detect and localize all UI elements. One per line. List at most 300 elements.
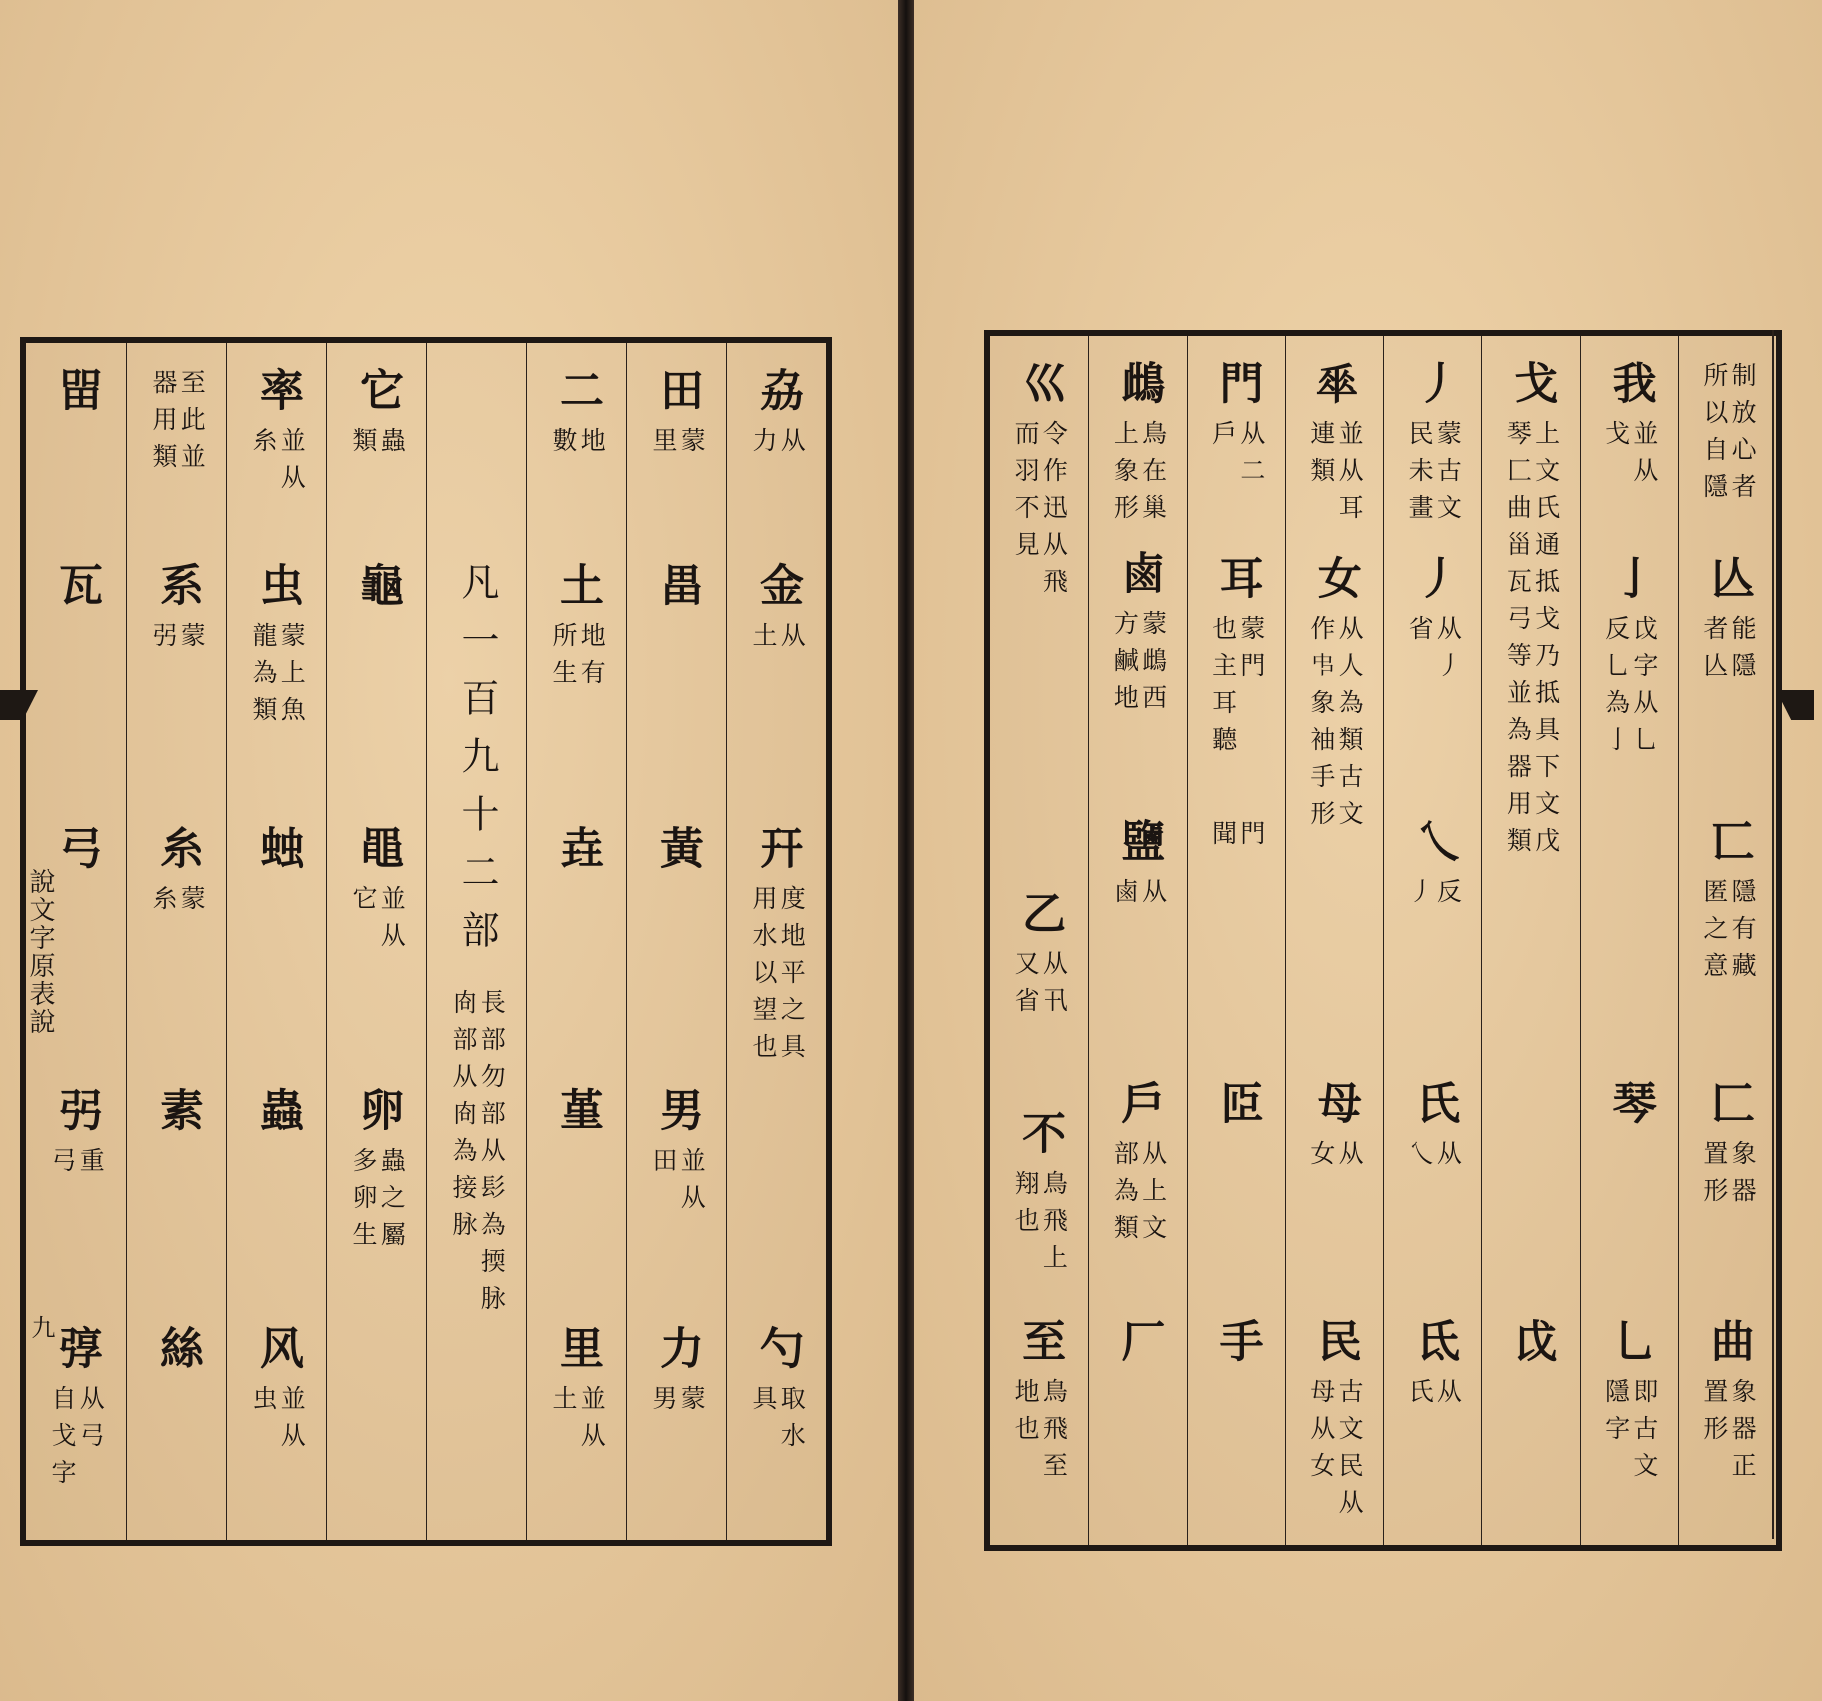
glyph-entry [990, 360, 1088, 605]
annotation-line: 並从 [677, 1147, 707, 1221]
glyph-entry [627, 1087, 727, 1221]
annotation-line: 蒙 [177, 622, 207, 659]
annotation [150, 622, 205, 659]
annotation [350, 1147, 405, 1258]
glyph-entry [527, 1087, 627, 1145]
glyph-entry [1286, 555, 1384, 837]
annotation [1701, 1140, 1756, 1214]
glyph-entry [127, 1325, 227, 1383]
head-character: 乀 [1408, 818, 1460, 876]
head-character: 亅 [1604, 555, 1656, 613]
annotation-line: 里 [649, 427, 678, 464]
annotation-line: 从二 [1236, 420, 1266, 494]
annotation-line: 地 [577, 427, 607, 464]
head-character: 畕 [652, 562, 703, 620]
head-character: 男 [652, 1087, 703, 1145]
annotation [1308, 1140, 1363, 1177]
head-character: 土 [552, 562, 603, 620]
annotation-line: 令作迅从飛 [1039, 420, 1069, 605]
head-character: 戶 [1113, 1080, 1165, 1138]
head-character: 厂 [1113, 1318, 1165, 1376]
annotation-line: 从 [1433, 1378, 1463, 1415]
head-character: 虫 [252, 562, 303, 620]
annotation [550, 427, 605, 464]
head-character: 乚 [1604, 1318, 1656, 1376]
head-character: 氏 [1408, 1080, 1460, 1138]
annotation [1111, 878, 1166, 915]
text-column [226, 343, 327, 1540]
glyph-entry [727, 367, 827, 464]
head-character: 金 [752, 562, 803, 620]
annotation-line: 鳥飛上 [1039, 1170, 1069, 1281]
annotation-line: 戈 [1601, 420, 1631, 457]
glyph-entry [627, 367, 727, 464]
annotation [550, 1385, 605, 1459]
annotation-line: 取水 [777, 1385, 807, 1459]
annotation-line: 龍為類 [249, 622, 278, 733]
annotation-line: 反 [1433, 878, 1463, 915]
text-column [726, 343, 827, 1540]
head-character: 亾 [1702, 555, 1754, 613]
annotation [1111, 610, 1166, 721]
head-character: 至 [1014, 1318, 1066, 1376]
glyph-entry [227, 562, 327, 733]
annotation [1406, 1140, 1461, 1177]
annotation-line: 从人為類古文 [1335, 615, 1365, 837]
glyph-entry [327, 825, 427, 959]
annotation [750, 622, 805, 659]
head-character: 鹵 [1113, 550, 1165, 608]
glyph-entry [1188, 555, 1286, 763]
glyph-entry [1581, 360, 1679, 494]
annotation [450, 989, 505, 1322]
right-frame-edge [1772, 330, 1780, 1539]
annotation [1406, 420, 1461, 531]
annotation-line: 从 [777, 622, 807, 659]
annotation-line: 男 [649, 1385, 678, 1422]
head-character: 黽 [352, 825, 403, 883]
annotation-line: 母从女 [1306, 1378, 1336, 1489]
text-column [526, 343, 627, 1540]
annotation [49, 1147, 104, 1184]
annotation-line: 蒙上魚 [277, 622, 307, 733]
head-character: 系 [152, 562, 203, 620]
annotation-line: 从弓 [76, 1385, 106, 1459]
annotation-line: 土 [749, 622, 778, 659]
annotation-line: 作𠁧象袖手形 [1306, 615, 1336, 837]
glyph-entry [1384, 818, 1482, 915]
annotation [1012, 950, 1067, 1024]
head-character: 匚 [1702, 1080, 1754, 1138]
glyph-entry [1581, 1080, 1679, 1138]
annotation-line: 重 [76, 1147, 106, 1184]
annotation [1308, 1378, 1363, 1526]
text-column [1088, 336, 1187, 1545]
head-character: 龜 [352, 562, 403, 620]
glyph-entry [1089, 360, 1187, 531]
annotation-line: 所生 [549, 622, 578, 696]
glyph-entry [1384, 1318, 1482, 1415]
text-column [1678, 336, 1777, 1545]
annotation-line: 戶 [1208, 420, 1238, 457]
glyph-entry [727, 825, 827, 1070]
head-character: 力 [652, 1325, 703, 1383]
glyph-entry [990, 1110, 1088, 1281]
head-character: 手 [1211, 1318, 1263, 1376]
annotation-line: 並从 [377, 885, 407, 959]
glyph-entry [1286, 1318, 1384, 1526]
annotation-line: 象器 [1728, 1140, 1758, 1214]
annotation [1701, 1378, 1756, 1489]
head-character: 幵 [752, 825, 803, 883]
annotation [750, 427, 805, 464]
annotation [650, 427, 705, 464]
annotation [1209, 615, 1264, 763]
annotation-line: 古文民从 [1335, 1378, 1365, 1526]
glyph-entry [1679, 360, 1777, 510]
annotation-line: 至此並 [177, 369, 207, 480]
annotation-line: 地也 [1011, 1378, 1041, 1452]
glyph-entry [1679, 555, 1777, 689]
annotation-line: 長部勿部从髟為㨎脉 [477, 989, 507, 1322]
head-character: 弜 [51, 1087, 102, 1145]
glyph-entry [1384, 1080, 1482, 1177]
annotation [550, 622, 605, 696]
annotation [1701, 362, 1756, 510]
glyph-entry [527, 562, 627, 696]
annotation-line: 蒙 [177, 885, 207, 922]
annotation-line: 蒙 [677, 427, 707, 464]
head-character: 戉 [1506, 1318, 1558, 1376]
annotation [650, 1385, 705, 1422]
annotation-line: 並从 [577, 1385, 607, 1459]
annotation-line: 並从 [1629, 420, 1659, 494]
glyph-entry [1482, 1318, 1580, 1376]
glyph-entry [127, 1087, 227, 1145]
text-column [1187, 336, 1286, 1545]
head-character: 二 [552, 367, 603, 425]
annotation [350, 427, 405, 464]
annotation-line: 多卵生 [349, 1147, 378, 1258]
glyph-entry [1089, 1318, 1187, 1376]
annotation [650, 1147, 705, 1221]
annotation-line: 也主耳聽 [1208, 615, 1238, 763]
glyph-entry [1286, 360, 1384, 531]
glyph-entry [527, 367, 627, 464]
glyph-entry [990, 890, 1088, 1024]
annotation-line: 琴匚曲甾瓦弓等並為器用類 [1503, 420, 1533, 864]
head-character: 𠦬 [1309, 360, 1361, 418]
annotation-line: 从 [1433, 1140, 1463, 1177]
annotation [1308, 615, 1363, 837]
summary-text: 凡一百九十二部 [455, 562, 499, 968]
annotation-line: 田 [649, 1147, 678, 1184]
annotation-line: 蒙䳄西 [1138, 610, 1168, 721]
head-character: 素 [152, 1087, 203, 1145]
head-character: 不 [1014, 1110, 1066, 1168]
annotation [250, 1385, 305, 1459]
annotation-line: 隱有藏 [1728, 878, 1758, 989]
annotation-line: 數 [549, 427, 578, 464]
glyph-entry [627, 1325, 727, 1422]
annotation [1209, 420, 1264, 494]
glyph-entry [527, 825, 627, 883]
glyph-entry [1089, 550, 1187, 721]
head-character: 曲 [1702, 1318, 1754, 1376]
head-character: 䖵 [252, 825, 303, 883]
annotation [1111, 1140, 1166, 1251]
glyph-entry [727, 1325, 827, 1459]
head-character: 风 [252, 1325, 303, 1383]
annotation [1012, 420, 1067, 605]
annotation-line: 上文氏通抵戈乃抵具下文戊 [1531, 420, 1561, 864]
annotation-line: 㕯部从㕯為接脉 [449, 989, 478, 1248]
annotation-line: 類 [349, 427, 378, 464]
margin-book-title: 說文字原表說 [25, 868, 55, 1036]
glyph-entry [427, 987, 527, 1322]
glyph-entry [1679, 1080, 1777, 1214]
text-column [126, 343, 227, 1540]
head-character: 㽞 [51, 367, 102, 425]
annotation [1406, 1378, 1461, 1415]
glyph-entry [227, 367, 327, 501]
glyph-entry [1188, 360, 1286, 494]
glyph-entry [527, 1325, 627, 1459]
glyph-entry [327, 562, 427, 620]
head-character: 堇 [552, 1087, 603, 1145]
annotation-line: 又省 [1011, 950, 1041, 1024]
glyph-entry [1089, 818, 1187, 915]
annotation [1406, 878, 1461, 915]
head-character: 弴 [51, 1325, 102, 1383]
annotation [49, 1385, 104, 1496]
left-text-frame [20, 337, 832, 1546]
annotation-line: 具 [749, 1385, 778, 1422]
glyph-entry [1188, 818, 1286, 857]
annotation [1012, 1378, 1067, 1489]
annotation-line: 上象形 [1110, 420, 1140, 531]
annotation [250, 427, 305, 501]
head-character: 戈 [1506, 360, 1558, 418]
annotation-line: 丿 [1405, 878, 1435, 915]
text-column [990, 336, 1088, 1545]
annotation-line: 反乚為亅 [1601, 615, 1631, 763]
glyph-entry [1286, 1080, 1384, 1177]
glyph-entry [127, 825, 227, 922]
text-column [1285, 336, 1384, 1545]
head-character: 我 [1604, 360, 1656, 418]
annotation-line: 鳥飛至 [1039, 1378, 1069, 1489]
annotation-line: 置形 [1699, 1140, 1729, 1214]
glyph-entry [227, 825, 327, 883]
glyph-entry [1482, 360, 1580, 864]
head-character: 丿 [1408, 360, 1460, 418]
annotation-line: 它 [349, 885, 378, 922]
head-character: 門 [1211, 360, 1263, 418]
annotation-line: 虫 [249, 1385, 278, 1422]
glyph-entry [26, 1087, 126, 1184]
glyph-entry [1581, 555, 1679, 763]
annotation-line: 省 [1405, 615, 1435, 652]
annotation [1701, 615, 1756, 689]
head-character: 琴 [1604, 1080, 1656, 1138]
annotation-line: 蟲 [377, 427, 407, 464]
glyph-entry [627, 825, 727, 883]
annotation-line: 置形 [1699, 1378, 1729, 1452]
glyph-entry [327, 1087, 427, 1258]
glyph-entry [1679, 818, 1777, 989]
annotation-line: 弓 [48, 1147, 77, 1184]
annotation [1111, 420, 1166, 531]
annotation [250, 622, 305, 733]
text-column [426, 343, 527, 1540]
annotation-line: 翔也 [1011, 1170, 1041, 1244]
text-column [326, 343, 427, 1540]
annotation-line: 並从耳 [1335, 420, 1365, 531]
annotation-line: 匿之意 [1699, 878, 1729, 989]
head-character: 丿 [1408, 555, 1460, 613]
annotation-line: 鳥在巢 [1138, 420, 1168, 531]
head-character: 勺 [752, 1325, 803, 1383]
glyph-entry [427, 562, 527, 968]
annotation [750, 1385, 805, 1459]
head-character: 𦣝 [1211, 1080, 1263, 1138]
annotation-line: 从 [777, 427, 807, 464]
annotation-line: 民未畫 [1405, 420, 1435, 531]
annotation-line: 方鹹地 [1110, 610, 1140, 721]
head-character: 卵 [352, 1087, 403, 1145]
annotation [150, 885, 205, 922]
glyph-entry [327, 367, 427, 464]
annotation-line: 並从 [277, 427, 307, 501]
glyph-entry [227, 1087, 327, 1145]
annotation-line: 从 [1138, 878, 1168, 915]
annotation-line: 糸 [249, 427, 278, 464]
head-character: 黃 [652, 825, 703, 883]
annotation-line: 乀 [1405, 1140, 1435, 1177]
annotation-line: 能隱 [1728, 615, 1758, 689]
glyph-entry [1384, 360, 1482, 531]
annotation-line: 象器正 [1728, 1378, 1758, 1489]
annotation [350, 885, 405, 959]
head-character: 巛 [1014, 360, 1066, 418]
glyph-entry [990, 1318, 1088, 1489]
annotation-line: 隱字 [1601, 1378, 1631, 1452]
annotation-line: 而羽不見 [1011, 420, 1041, 568]
annotation-line: 蒙 [677, 1385, 707, 1422]
annotation-line: 度地平之具 [777, 885, 807, 1070]
head-character: 率 [252, 367, 303, 425]
annotation-line: 土 [549, 1385, 578, 1422]
annotation-line: 部為類 [1110, 1140, 1140, 1251]
annotation-line: 所以自隱 [1699, 362, 1729, 510]
annotation-line: 氏 [1405, 1378, 1435, 1415]
glyph-entry [627, 562, 727, 620]
annotation-line: 制放心者 [1728, 362, 1758, 510]
head-character: 女 [1309, 555, 1361, 613]
text-column [1580, 336, 1679, 1545]
head-character: 里 [552, 1325, 603, 1383]
glyph-entry [26, 1325, 126, 1496]
annotation-line: 从上文 [1138, 1140, 1168, 1251]
annotation-line: 从卂 [1039, 950, 1069, 1024]
glyph-entry [1679, 1318, 1777, 1489]
annotation [1504, 420, 1559, 864]
glyph-entry [1188, 1318, 1286, 1376]
annotation-line: 蟲之屬 [377, 1147, 407, 1258]
glyph-entry [1089, 1080, 1187, 1251]
head-character: 劦 [752, 367, 803, 425]
right-text-frame [984, 330, 1782, 1551]
glyph-entry [26, 562, 126, 620]
head-character: 蟲 [252, 1087, 303, 1145]
head-character: 糸 [152, 825, 203, 883]
glyph-entry [26, 367, 126, 425]
annotation-line: 連類 [1306, 420, 1336, 494]
annotation-line: 女 [1306, 1140, 1336, 1177]
head-character: 弓 [51, 825, 102, 883]
annotation-line: 並从 [277, 1385, 307, 1459]
text-column [1481, 336, 1580, 1545]
head-character: 乙 [1014, 890, 1066, 948]
annotation-line: 即古文 [1629, 1378, 1659, 1489]
head-character: 耳 [1211, 555, 1263, 613]
head-character: 䳄 [1113, 360, 1165, 418]
glyph-entry [727, 562, 827, 659]
glyph-entry [1384, 555, 1482, 689]
annotation-line: 蒙門 [1236, 615, 1266, 689]
text-column [1383, 336, 1482, 1545]
annotation-line: 从丿 [1433, 615, 1463, 689]
annotation [1209, 820, 1264, 857]
annotation [1602, 1378, 1657, 1489]
annotation-line: 蒙古文 [1433, 420, 1463, 531]
book-gutter [898, 0, 914, 1701]
annotation-line: 者亾 [1699, 615, 1729, 689]
annotation-line: 器用類 [149, 369, 178, 480]
glyph-entry [127, 367, 227, 480]
head-character: 它 [352, 367, 403, 425]
head-character: 田 [652, 367, 703, 425]
annotation [1012, 1170, 1067, 1281]
head-character: 垚 [552, 825, 603, 883]
annotation-line: 聞 [1208, 820, 1238, 857]
head-character: 瓦 [51, 562, 102, 620]
head-character: 絲 [152, 1325, 203, 1383]
annotation [150, 369, 205, 480]
annotation [1602, 615, 1657, 763]
annotation [1701, 878, 1756, 989]
annotation-line: 从 [1335, 1140, 1365, 1177]
annotation [1406, 615, 1461, 689]
annotation-line: 鹵 [1110, 878, 1140, 915]
annotation [750, 885, 805, 1070]
annotation-line: 弜 [149, 622, 178, 659]
text-column [626, 343, 727, 1540]
annotation-line: 用水以望也 [749, 885, 778, 1070]
annotation-line: 地有 [577, 622, 607, 696]
glyph-entry [227, 1325, 327, 1459]
annotation-line: 自戈字 [48, 1385, 77, 1496]
glyph-entry [1188, 1080, 1286, 1138]
glyph-entry [1581, 1318, 1679, 1489]
annotation [1602, 420, 1657, 494]
head-character: 氐 [1408, 1318, 1460, 1376]
annotation-line: 戉字从乚 [1629, 615, 1659, 763]
annotation-line: 糸 [149, 885, 178, 922]
head-character: 母 [1309, 1080, 1361, 1138]
head-character: 匸 [1702, 818, 1754, 876]
